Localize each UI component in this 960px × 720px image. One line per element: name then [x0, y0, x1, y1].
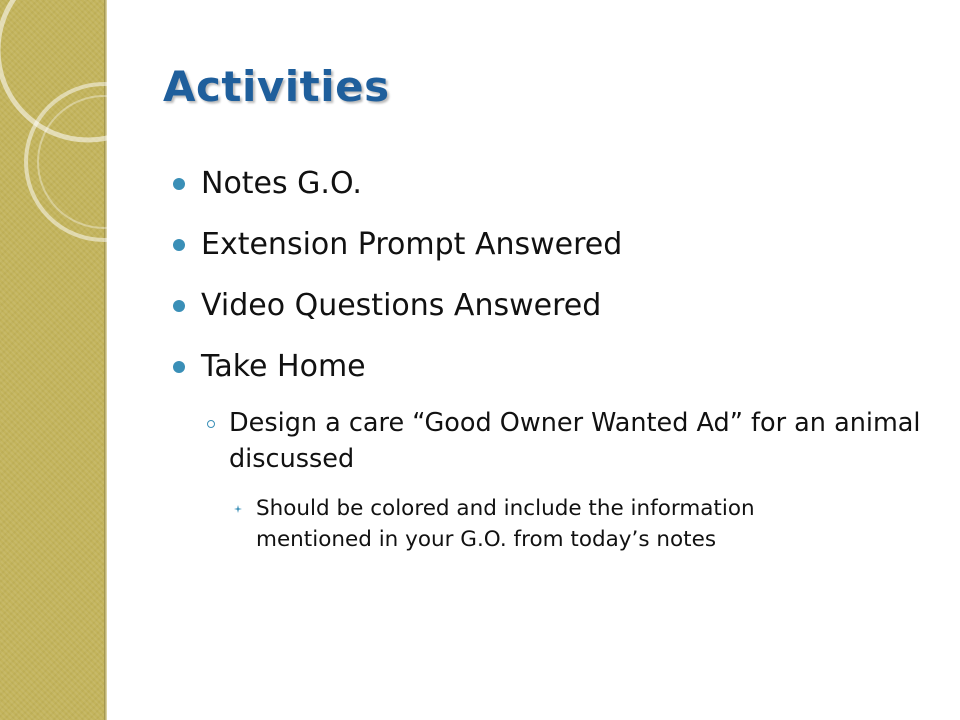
bullet-notes-go — [172, 164, 932, 204]
sub-bullet-text: Design a care “Good Owner Wanted Ad” for an animal discussed — [229, 408, 921, 474]
decorative-rings — [0, 0, 140, 260]
sub-bullet-design-ad — [172, 405, 929, 477]
sub-sub-bullet-text: Should be colored and include the information mentioned in your G.O. from today’s notes — [256, 496, 755, 552]
bullet-text: Video Questions Answered — [201, 288, 602, 323]
star-bullet-icon — [234, 505, 242, 513]
bullet-dot-icon — [173, 239, 185, 251]
outer-ring — [0, 0, 140, 140]
middle-ring — [26, 84, 140, 240]
bullet-text: Extension Prompt Answered — [201, 227, 623, 262]
take-home-sublist — [172, 405, 932, 555]
bullet-list — [172, 164, 932, 576]
sub-sub-bullet-colored — [172, 493, 876, 555]
bullet-dot-icon — [173, 361, 185, 373]
bullet-text: Notes G.O. — [201, 166, 362, 201]
bullet-dot-icon — [173, 300, 185, 312]
bullet-take-home — [172, 347, 932, 555]
bullet-extension-prompt — [172, 225, 932, 265]
hollow-circle-bullet-icon — [207, 420, 215, 428]
inner-ring — [38, 96, 140, 228]
bullet-video-questions — [172, 286, 932, 326]
bullet-dot-icon — [173, 178, 185, 190]
bullet-text: Take Home — [201, 349, 366, 384]
slide-title: Activities — [163, 62, 390, 111]
